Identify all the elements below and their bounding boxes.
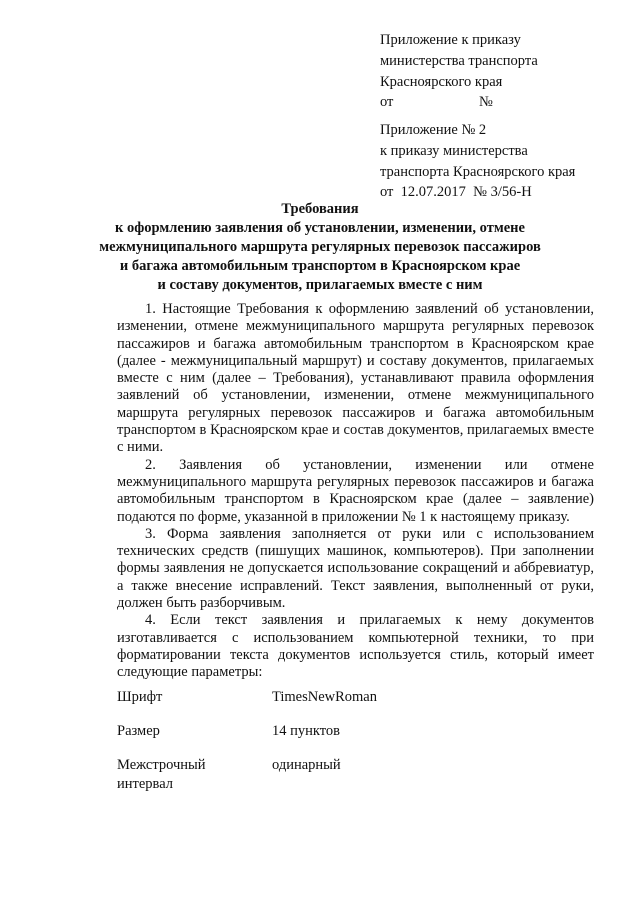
parameter-row	[117, 722, 537, 741]
paragraph-3: 3. Форма заявления заполняется от руки или с использованием технических средств (пишущих машинок, компьютеров). При заполнении формы заявления не допускается использование сокращений и аббревиатур, а также внесение исправлений. Текст заявления, выполненный от руки, должен быть разборчивым.	[117, 525, 594, 612]
title-line-5: и составу документов, прилагаемых вместе с ним	[157, 277, 483, 293]
parameter-row	[117, 756, 537, 794]
title-line-2: к оформлению заявления об установлении, изменении, отмене	[115, 220, 525, 236]
appendix-1-number-label: №	[479, 94, 493, 111]
parameter-value: 14 пунктов	[272, 723, 340, 739]
appendix-2-line-2: к приказу министерства	[380, 142, 528, 159]
appendix-2-line-1: Приложение № 2	[380, 122, 487, 138]
paragraph-4: 4. Если текст заявления и прилагаемых к нему документов изготавливается с использованием компьютерной техники, то при форматировании текста документов используется стиль, который имеет следующие параметры:	[117, 612, 594, 681]
paragraph-1: 1. Настоящие Требования к оформлению заявлений об установлении, изменении, отмене межмуниципального маршрута регулярных перевозок пассажиров и багажа автомобильным транспортом в Красноярском крае (далее - межмуниципальный маршрут) и составу документов, прилагаемых вместе с ним (далее – Требования), устанавливают правила оформления заявлений об установлении, изменении, отмене межмуниципального маршрута регулярных перевозок пассажиров и багажа автомобильным транспортом в Красноярском крае и состав документов, прилагаемых вместе с ними.	[117, 301, 594, 456]
paragraph-2: 2. Заявления об установлении, изменении или отмене межмуниципального маршрута регулярных перевозок пассажиров и багажа автомобильным транспортом в Красноярском крае (далее – заявление) подаются по форме, указанной в приложении № 1 к настоящему приказу.	[117, 456, 594, 525]
appendix-1-line-3: Красноярского края	[380, 73, 503, 90]
parameter-name: Шрифт	[117, 689, 163, 705]
appendix-1-line-1: Приложение к приказу	[380, 32, 521, 48]
appendix-1-date-label: от	[380, 94, 394, 111]
appendix-header-1	[380, 30, 538, 113]
parameter-row	[117, 688, 537, 707]
document-title	[0, 200, 640, 295]
appendix-header-2	[380, 120, 575, 203]
parameter-value: TimesNewRoman	[272, 689, 377, 705]
appendix-2-date-line: от 12.07.2017 № 3/56-Н	[380, 184, 532, 201]
appendix-2-line-3: транспорта Красноярского края	[380, 163, 576, 180]
parameter-name: Межстрочный интервал	[117, 757, 206, 792]
format-parameters	[117, 688, 537, 794]
parameter-value: одинарный	[272, 757, 341, 773]
parameter-name: Размер	[117, 723, 160, 739]
title-line-4: и багажа автомобильным транспортом в Красноярском крае	[119, 258, 521, 274]
document-body	[117, 301, 594, 682]
title-line-1: Требования	[281, 201, 359, 217]
appendix-1-line-2: министерства транспорта	[380, 52, 538, 69]
title-line-3: межмуниципального маршрута регулярных перевозок пассажиров	[99, 239, 541, 255]
appendix-1-date-line	[380, 92, 538, 113]
